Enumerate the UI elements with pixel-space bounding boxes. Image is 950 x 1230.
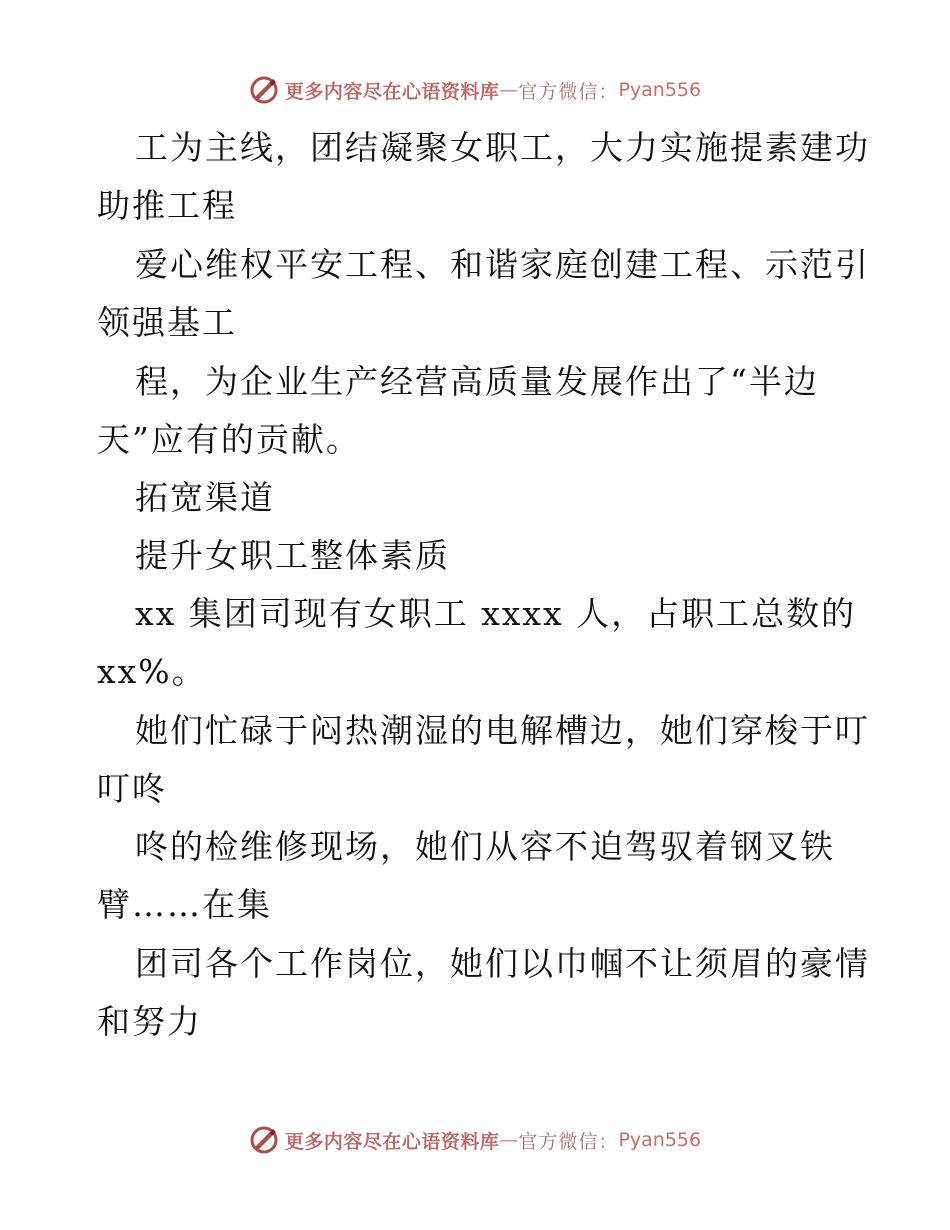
watermark-title: 更多内容尽在心语资料库: [284, 1130, 500, 1153]
paragraph-line: 爱心维权平安工程、和谐家庭创建工程、示范引: [135, 245, 870, 284]
paragraph-line: 和努力: [97, 1002, 202, 1041]
paragraph-line: 团司各个工作岗位，她们以巾帼不让须眉的豪情: [135, 944, 870, 983]
paragraph-line: xx%。: [97, 652, 207, 691]
paragraph-line: 领强基工: [97, 303, 237, 342]
paragraph-line: 拓宽渠道: [135, 478, 275, 517]
paragraph-line: 叮咚: [97, 769, 167, 808]
paragraph-line: 助推工程: [97, 186, 237, 225]
paragraph-line: 工为主线，团结凝聚女职工，大力实施提素建功: [135, 128, 870, 167]
watermark-wechat-id: Pyan556: [618, 1129, 702, 1151]
paragraph-line: 程，为企业生产经营高质量发展作出了“半边: [135, 362, 819, 401]
watermark-header: [0, 70, 950, 110]
watermark-footer: [0, 1120, 950, 1160]
paragraph-line: 她们忙碌于闷热潮湿的电解槽边，她们穿梭于叮: [135, 711, 870, 750]
watermark-wechat-label: 官方微信：: [518, 80, 619, 103]
paragraph-line: 咚的检维修现场，她们从容不迫驾驭着钢叉铁: [135, 827, 835, 866]
watermark-separator: —: [499, 1129, 519, 1151]
paragraph-line: 提升女职工整体素质: [135, 536, 450, 575]
paragraph-line: 臂……在集: [97, 885, 272, 924]
paragraph-line: xx 集团司现有女职工 xxxx 人，占职工总数的: [135, 594, 857, 633]
watermark-wechat-id: Pyan556: [618, 79, 702, 101]
pen-logo-icon: [249, 1125, 279, 1155]
watermark-separator: —: [499, 79, 519, 101]
paragraph-line: 天”应有的贡献。: [97, 420, 361, 459]
watermark-wechat-label: 官方微信：: [518, 1130, 619, 1153]
watermark-title: 更多内容尽在心语资料库: [284, 80, 500, 103]
pen-logo-icon: [249, 75, 279, 105]
